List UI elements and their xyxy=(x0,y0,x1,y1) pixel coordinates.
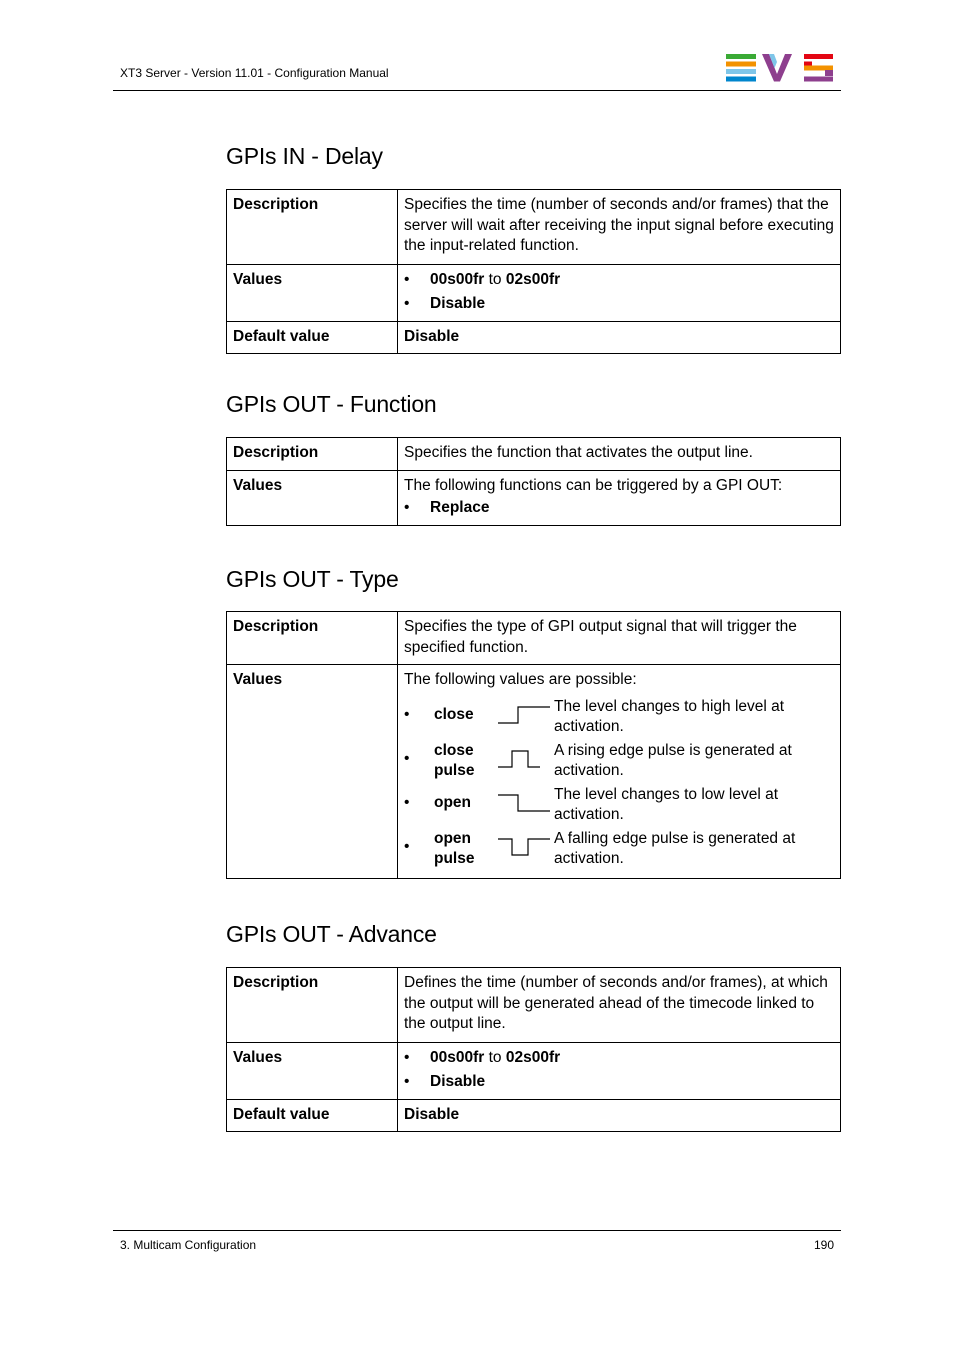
list-item: • Disable xyxy=(404,1070,834,1094)
table-row xyxy=(227,470,841,526)
values-intro: The following functions can be triggered by a GPI OUT: xyxy=(404,476,783,494)
gpis-in-delay-table xyxy=(226,189,841,354)
range-to-word: to xyxy=(488,1048,502,1066)
description-value: Specifies the time (number of seconds and/or frames) that the server will wait after receiving the input signal before executing the input-related function. xyxy=(398,190,841,265)
range-from: 00s00fr xyxy=(430,270,485,288)
range-to: 02s00fr xyxy=(505,1048,561,1066)
list-item: • Replace xyxy=(404,496,834,520)
table-row xyxy=(227,264,841,321)
section-heading-gpis-in-delay: GPIs IN - Delay xyxy=(226,143,383,169)
header-rule xyxy=(113,90,841,91)
list-item xyxy=(404,268,834,292)
signal-step-up-icon xyxy=(492,697,554,737)
signal-name: close xyxy=(434,705,474,723)
signal-description: A falling edge pulse is generated at activation. xyxy=(554,829,796,867)
range-from: 00s00fr xyxy=(430,1048,485,1066)
default-label: Default value xyxy=(227,321,398,354)
description-label: Description xyxy=(227,612,398,665)
section-heading-gpis-out-type: GPIs OUT - Type xyxy=(226,566,399,592)
list-item: • Disable xyxy=(404,292,834,316)
section-heading-gpis-out-function: GPIs OUT - Function xyxy=(226,391,437,417)
description-label: Description xyxy=(227,190,398,265)
list-item xyxy=(404,1046,834,1070)
list-item xyxy=(404,829,834,869)
list-item xyxy=(404,697,834,737)
values-label: Values xyxy=(227,264,398,321)
values-cell xyxy=(398,264,841,321)
signal-description: A rising edge pulse is generated at activation. xyxy=(554,741,792,779)
values-cell xyxy=(398,1042,841,1099)
list-item xyxy=(404,741,834,781)
default-label: Default value xyxy=(227,1099,398,1132)
table-row xyxy=(227,1042,841,1099)
bullet: • xyxy=(404,837,410,855)
bullet: • xyxy=(404,793,410,811)
page-number: 190 xyxy=(813,1238,834,1252)
evs-logo xyxy=(726,54,834,87)
description-value: Specifies the type of GPI output signal that will trigger the specified function. xyxy=(398,612,841,665)
footer-section: 3. Multicam Configuration xyxy=(120,1238,257,1252)
bullet: • xyxy=(404,705,410,723)
description-label: Description xyxy=(227,438,398,471)
range-to: 02s00fr xyxy=(505,270,561,288)
document-header-title: XT3 Server - Version 11.01 - Configuration Manual xyxy=(120,66,389,80)
values-intro: The following values are possible: xyxy=(404,671,637,688)
table-row xyxy=(227,1099,841,1132)
default-value: Disable xyxy=(398,1099,841,1132)
list-item xyxy=(404,785,834,825)
signal-description: The level changes to high level at activation. xyxy=(554,697,785,735)
signal-description: The level changes to low level at activation. xyxy=(554,785,779,823)
table-row xyxy=(227,612,841,665)
values-label: Values xyxy=(227,1042,398,1099)
signal-pulse-down-icon xyxy=(492,829,554,869)
default-value: Disable xyxy=(398,321,841,354)
values-cell xyxy=(398,665,841,879)
signal-step-down-icon xyxy=(492,785,554,825)
section-heading-gpis-out-advance: GPIs OUT - Advance xyxy=(226,921,437,947)
description-label: Description xyxy=(227,968,398,1043)
range-to-word: to xyxy=(488,270,502,288)
values-cell xyxy=(398,470,841,526)
signal-name: close pulse xyxy=(434,741,475,779)
gpis-out-function-table xyxy=(226,437,841,526)
table-row xyxy=(227,190,841,265)
signal-name: open xyxy=(434,793,472,811)
bullet: • xyxy=(404,749,410,767)
description-value: Defines the time (number of seconds and/or frames), at which the output will be generated ahead of the timecode linked to the output line. xyxy=(398,968,841,1043)
values-label: Values xyxy=(227,665,398,879)
signal-pulse-up-icon xyxy=(492,741,554,781)
gpis-out-advance-table xyxy=(226,967,841,1132)
table-row xyxy=(227,665,841,879)
signal-name: open pulse xyxy=(434,829,475,867)
values-label: Values xyxy=(227,470,398,526)
table-row xyxy=(227,438,841,471)
table-row xyxy=(227,968,841,1043)
gpis-out-type-table xyxy=(226,611,841,879)
footer-rule xyxy=(113,1230,841,1231)
description-value: Specifies the function that activates the output line. xyxy=(398,438,841,471)
table-row xyxy=(227,321,841,354)
